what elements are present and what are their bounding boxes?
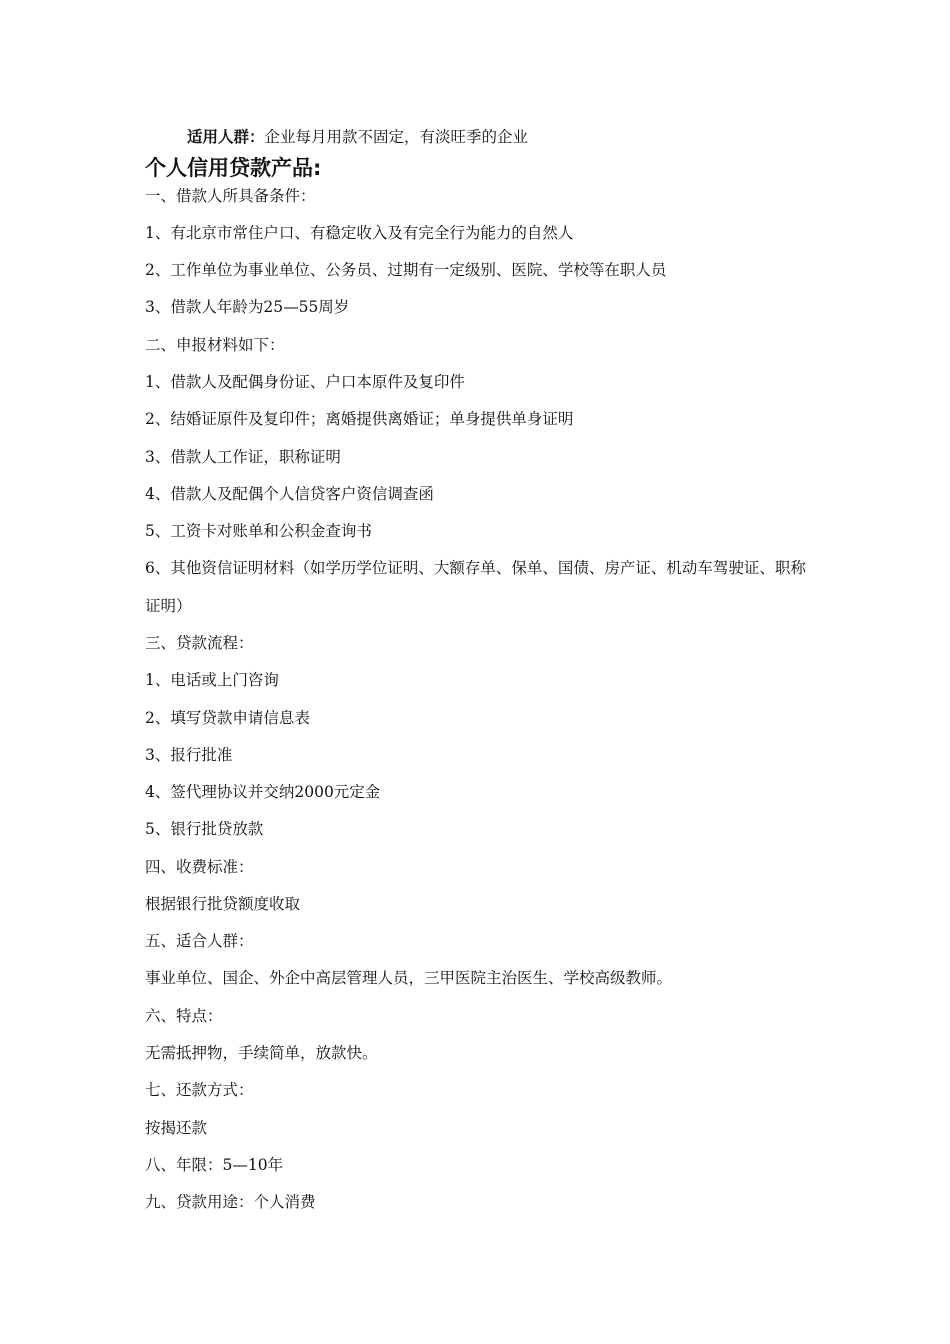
text-line: 2、填写贷款申请信息表 bbox=[145, 709, 310, 727]
text-line: 5、工资卡对账单和公积金查询书 bbox=[145, 522, 372, 540]
text-line: 六、特点： bbox=[145, 1007, 223, 1025]
text-line: 一、借款人所具备条件： bbox=[145, 187, 316, 205]
text-line: 4、借款人及配偶个人信贷客户资信调查函 bbox=[145, 485, 434, 503]
applicable-group-line bbox=[187, 126, 528, 148]
section-title: 个人信用贷款产品: bbox=[145, 156, 322, 180]
text-line: 七、还款方式： bbox=[145, 1081, 254, 1099]
text-line: 1、电话或上门咨询 bbox=[145, 671, 279, 689]
text-line: 证明） bbox=[145, 597, 192, 615]
text-line: 三、贷款流程： bbox=[145, 634, 254, 652]
text-line: 4、签代理协议并交纳2000元定金 bbox=[145, 783, 381, 801]
text-line: 五、适合人群： bbox=[145, 932, 254, 950]
text-line: 根据银行批贷额度收取 bbox=[145, 895, 301, 913]
text-line: 3、借款人年龄为25—55周岁 bbox=[145, 298, 350, 316]
text-line: 1、有北京市常住户口、有稳定收入及有完全行为能力的自然人 bbox=[145, 224, 574, 242]
text-line: 四、收费标准： bbox=[145, 858, 254, 876]
text-line: 八、年限：5—10年 bbox=[145, 1156, 284, 1174]
text-line: 3、借款人工作证，职称证明 bbox=[145, 448, 341, 466]
applicable-group-label: 适用人群： bbox=[187, 128, 265, 146]
text-line: 2、工作单位为事业单位、公务员、过期有一定级别、医院、学校等在职人员 bbox=[145, 261, 667, 279]
text-line: 1、借款人及配偶身份证、户口本原件及复印件 bbox=[145, 373, 465, 391]
text-line: 5、银行批贷放款 bbox=[145, 820, 264, 838]
text-line: 按揭还款 bbox=[145, 1119, 208, 1137]
text-line: 九、贷款用途：个人消费 bbox=[145, 1193, 316, 1211]
text-line: 6、其他资信证明材料（如学历学位证明、大额存单、保单、国债、房产证、机动车驾驶证、职称 bbox=[145, 559, 806, 577]
applicable-group-text: 企业每月用款不固定，有淡旺季的企业 bbox=[264, 128, 529, 146]
text-line: 2、结婚证原件及复印件；离婚提供离婚证；单身提供单身证明 bbox=[145, 410, 574, 428]
text-line: 无需抵押物，手续简单，放款快。 bbox=[145, 1044, 378, 1062]
text-line: 3、报行批准 bbox=[145, 746, 233, 764]
text-line: 事业单位、国企、外企中高层管理人员，三甲医院主治医生、学校高级教师。 bbox=[145, 969, 673, 987]
text-line: 二、申报材料如下： bbox=[145, 336, 285, 354]
